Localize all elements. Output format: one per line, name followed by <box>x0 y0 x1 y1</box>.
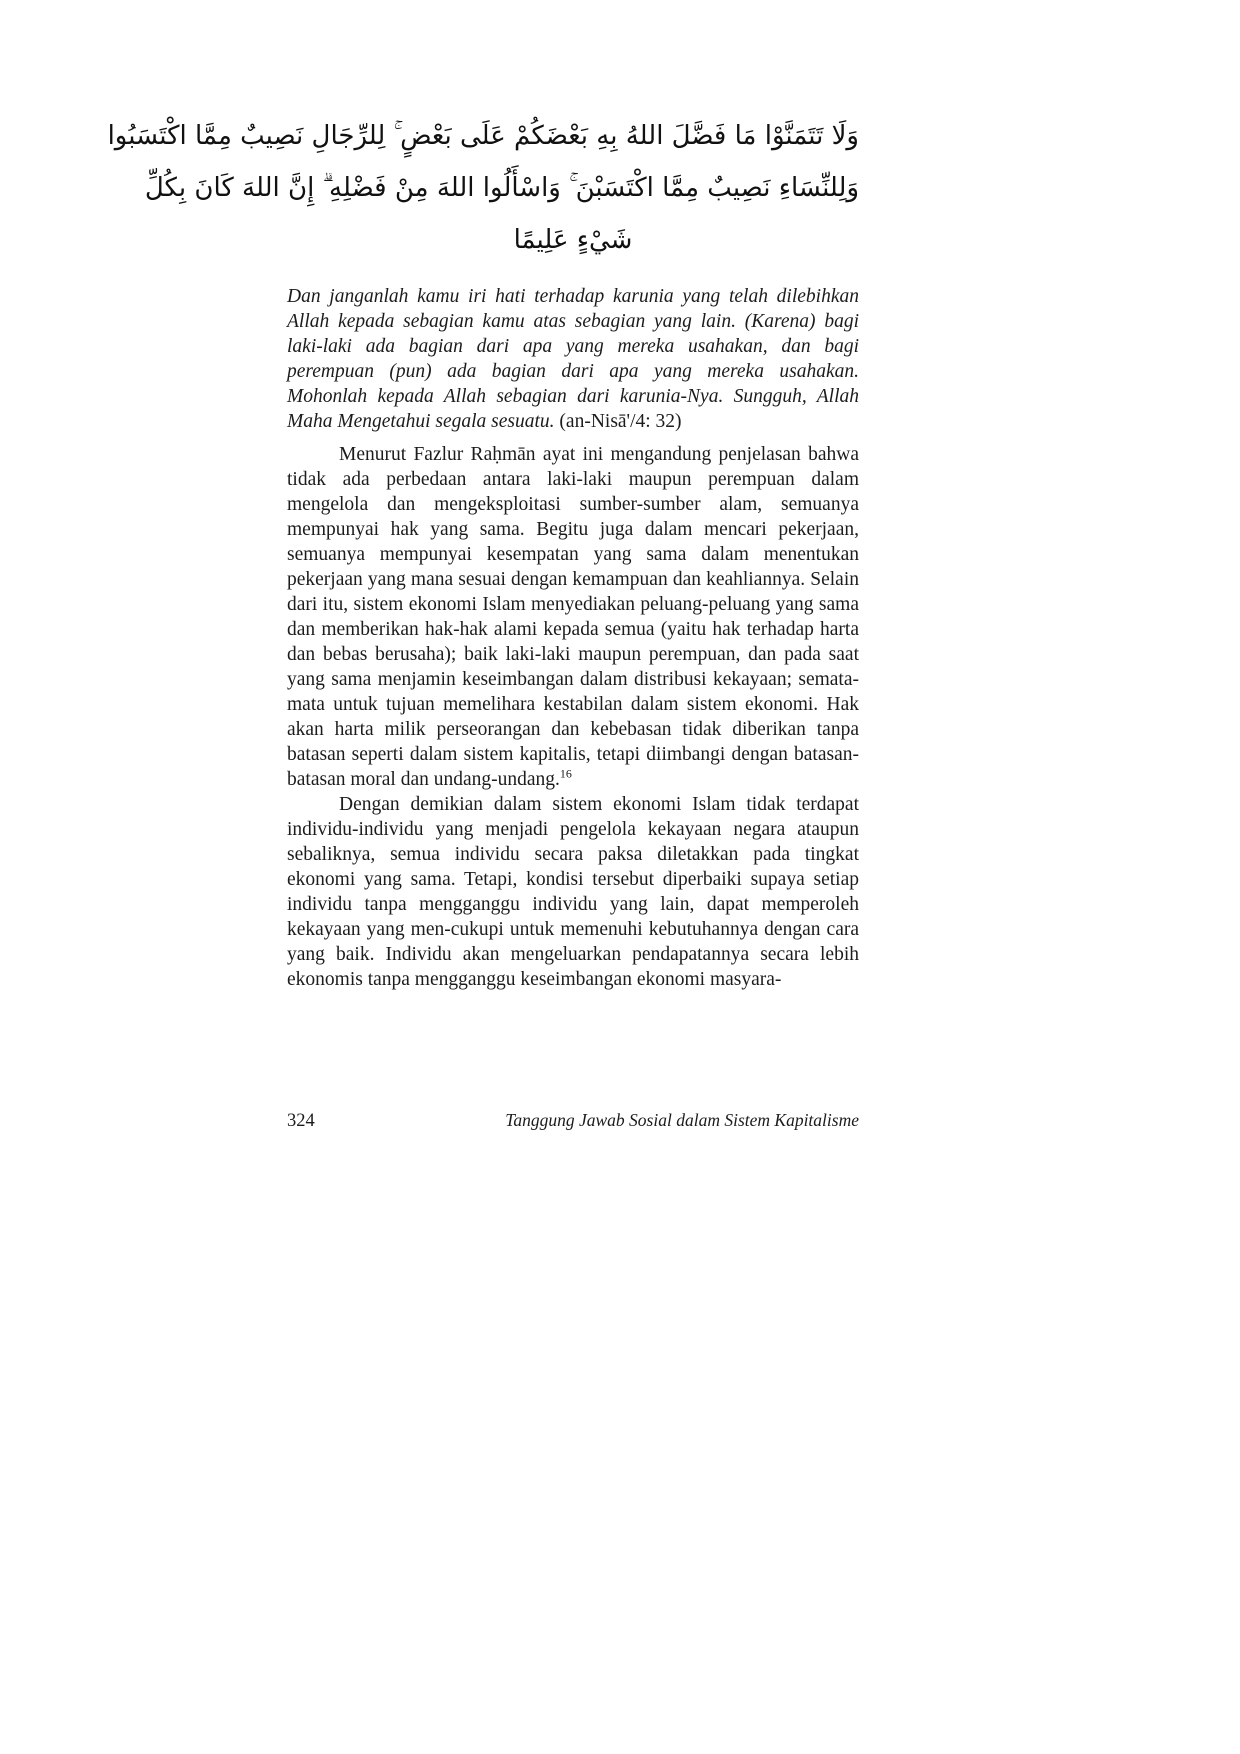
text-column <box>107 110 859 992</box>
running-title: Tanggung Jawab Sosial dalam Sistem Kapitalisme <box>505 1110 859 1130</box>
footnote-reference-16: 16 <box>559 766 572 781</box>
arabic-line-2: وَلِلنِّسَاءِ نَصِيبٌ مِمَّا اكْتَسَبْنَ ۚ وَاسْأَلُوا اللهَ مِنْ فَضْلِهِ ۗ إِنَّ اللهَ كَانَ بِكُلِّ <box>144 173 859 203</box>
quran-verse-arabic <box>107 110 859 266</box>
arabic-line-1: وَلَا تَتَمَنَّوْا مَا فَضَّلَ اللهُ بِهِ بَعْضَكُمْ عَلَى بَعْضٍ ۚ لِلرِّجَالِ نَصِيبٌ مِمَّا اكْتَسَبُوا <box>107 121 859 151</box>
arabic-line-3: شَيْءٍ عَلِيمًا <box>513 225 633 255</box>
paragraph-1-text: Menurut Fazlur Raḥmān ayat ini mengandung penjelasan bahwa tidak ada perbedaan antara laki-laki maupun perempuan dalam mengelola dan mengeksploitasi sumber-sumber alam, semuanya mempunyai hak yang sama. Begitu juga dalam mencari pekerjaan, semuanya mempunyai kesempatan yang sama dalam menentukan pekerjaan yang mana sesuai dengan kemampuan dan keahliannya. Selain dari itu, sistem ekonomi Islam menyediakan peluang-peluang yang sama dan memberikan hak-hak alami kepada semua (yaitu hak terhadap harta dan bebas berusaha); baik laki-laki maupun perempuan, dan pada saat yang sama menjamin keseimbangan dalam distribusi kekayaan; semata-mata untuk tujuan memelihara kestabilan dalam sistem ekonomi. Hak akan harta milik perseorangan dan kebebasan tidak diberikan tanpa batasan seperti dalam sistem kapitalis, tetapi diimbangi dengan batasan-batasan moral dan undang-undang. <box>287 444 859 790</box>
paragraph-fazlur-rahman <box>287 442 859 792</box>
page-number: 324 <box>287 1111 315 1131</box>
verse-translation-text: Dan janganlah kamu iri hati terhadap karunia yang telah dilebihkan Allah kepada sebagian kamu atas sebagian yang lain. (Karena) bagi laki-laki ada bagian dari apa yang mereka usahakan, dan bagi perempuan (pun) ada bagian dari apa yang mereka usahakan. Mohonlah kepada Allah sebagian dari karunia-Nya. Sungguh, Allah Maha Mengetahui segala sesuatu. <box>287 286 859 432</box>
page-footer <box>287 1110 859 1132</box>
paragraph-sistem-ekonomi: Dengan demikian dalam sistem ekonomi Islam tidak terdapat individu-individu yang menjadi pengelola kekayaan negara ataupun sebaliknya, semua individu secara paksa diletakkan pada tingkat ekonomi yang sama. Tetapi, kondisi tersebut diperbaiki supaya setiap individu tanpa mengganggu individu yang lain, dapat memperoleh kekayaan yang men-cukupi untuk memenuhi kebutuhannya dengan cara yang baik. Individu akan mengeluarkan pendapatannya secara lebih ekonomis tanpa mengganggu keseimbangan ekonomi masyara- <box>287 794 859 990</box>
verse-citation: (an-Nisā'/4: 32) <box>559 411 682 432</box>
verse-translation <box>287 284 859 434</box>
